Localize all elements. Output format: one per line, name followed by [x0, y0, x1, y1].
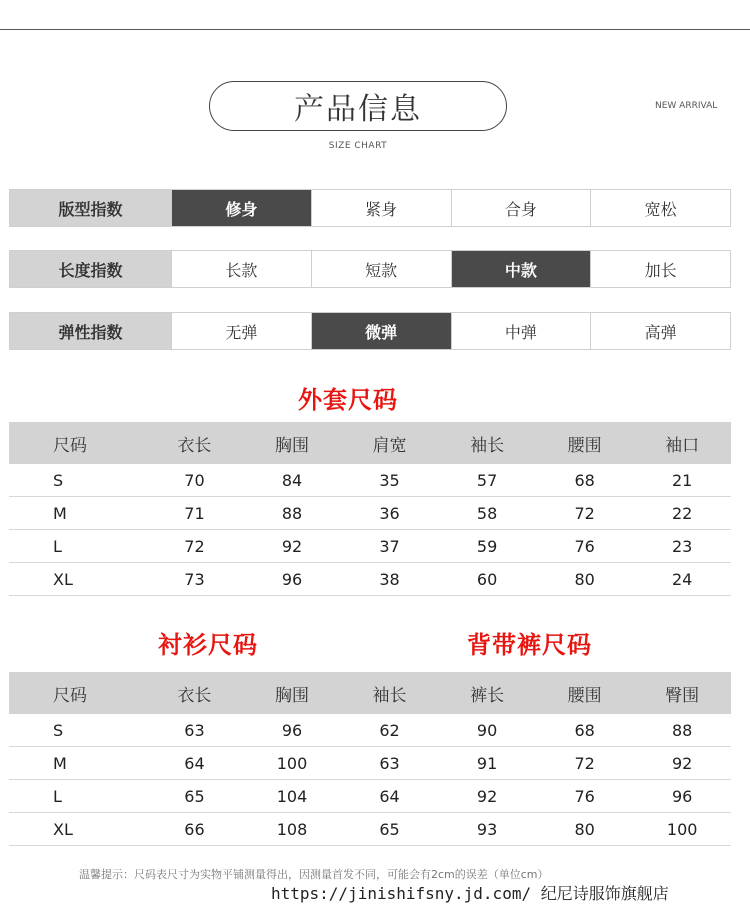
elasticity-option-slight: 微弹	[311, 312, 452, 350]
fit-option-loose: 宽松	[590, 189, 731, 227]
fit-option-slim: 修身	[171, 189, 312, 227]
table-row	[9, 714, 731, 747]
table-cell: 100	[276, 753, 308, 773]
table-row	[9, 464, 731, 497]
table-cell: 88	[672, 720, 693, 740]
table-cell: 108	[276, 819, 308, 839]
table-cell: 92	[476, 786, 498, 806]
table-row	[9, 530, 731, 563]
jacket-size-title: 外套尺码	[298, 386, 398, 414]
length-index-label: 长度指数	[9, 250, 172, 288]
column-header: 袖长	[372, 685, 407, 706]
length-option-short: 短款	[311, 250, 452, 288]
table-cell: 96	[281, 569, 303, 589]
elasticity-option-medium: 中弹	[451, 312, 592, 350]
table-cell: 64	[184, 753, 205, 773]
table-cell: M	[53, 503, 67, 523]
column-header: 尺码	[53, 435, 87, 456]
table-cell: 58	[476, 503, 498, 523]
table-cell: 23	[672, 536, 693, 556]
column-header: 胸围	[274, 685, 309, 706]
table-cell: 35	[379, 470, 400, 490]
table-cell: 66	[184, 819, 205, 839]
page-title: 产品信息	[209, 81, 507, 131]
table-header	[9, 422, 731, 464]
table-cell: 68	[574, 720, 595, 740]
table-cell: 96	[281, 720, 303, 740]
table-cell: 68	[574, 470, 595, 490]
table-header	[9, 672, 731, 714]
table-cell: 76	[574, 786, 595, 806]
table-cell: 92	[672, 753, 693, 773]
length-option-medium: 中款	[451, 250, 592, 288]
table-cell: 72	[574, 503, 595, 523]
top-divider	[0, 29, 750, 30]
table-cell: 63	[379, 753, 400, 773]
column-header: 臀围	[665, 685, 700, 706]
fit-index-row	[9, 189, 731, 227]
column-header: 腰围	[567, 685, 602, 706]
fit-index-label: 版型指数	[9, 189, 172, 227]
column-header: 胸围	[274, 435, 309, 456]
table-cell: 59	[476, 536, 498, 556]
table-cell: 91	[476, 753, 498, 773]
table-cell: 76	[574, 536, 595, 556]
shirt-overalls-size-table	[9, 672, 731, 846]
elasticity-index-label: 弹性指数	[9, 312, 172, 350]
table-cell: 36	[379, 503, 400, 523]
jacket-size-table	[9, 422, 731, 596]
table-cell: 72	[574, 753, 595, 773]
column-header: 裤长	[470, 685, 505, 706]
column-header: 尺码	[53, 685, 87, 706]
table-cell: 57	[476, 470, 498, 490]
fit-option-tight: 紧身	[311, 189, 452, 227]
table-cell: 72	[184, 536, 205, 556]
table-cell: 73	[184, 569, 205, 589]
column-header: 肩宽	[372, 435, 407, 456]
table-cell: 70	[184, 470, 205, 490]
length-option-long: 长款	[171, 250, 312, 288]
table-row	[9, 780, 731, 813]
column-header: 腰围	[567, 435, 602, 456]
new-arrival-label: NEW ARRIVAL	[655, 101, 718, 111]
table-cell: M	[53, 753, 67, 773]
table-cell: 37	[379, 536, 400, 556]
table-cell: S	[53, 720, 64, 740]
table-row	[9, 563, 731, 596]
table-cell: 62	[379, 720, 400, 740]
table-cell: 100	[666, 819, 698, 839]
table-cell: 80	[574, 819, 595, 839]
table-cell: 96	[672, 786, 693, 806]
fit-option-regular: 合身	[451, 189, 592, 227]
size-chart-subtitle: SIZE CHART	[328, 141, 388, 151]
table-cell: 88	[281, 503, 303, 523]
table-cell: 22	[672, 503, 693, 523]
shirt-size-title: 衬衫尺码	[158, 631, 258, 659]
table-cell: 65	[379, 819, 400, 839]
store-watermark: https://jinishifsny.jd.com/ 纪尼诗服饰旗舰店	[271, 884, 669, 903]
table-row	[9, 747, 731, 780]
size-note: 温馨提示：尺码表尺寸为实物平铺测量得出，因测量首发不同，可能会有2cm的误差（单位cm）	[79, 868, 549, 881]
column-header: 袖长	[470, 435, 505, 456]
table-row	[9, 813, 731, 846]
table-cell: 92	[281, 536, 303, 556]
table-cell: XL	[53, 569, 73, 589]
length-index-row	[9, 250, 731, 288]
table-cell: 65	[184, 786, 205, 806]
table-cell: 93	[476, 819, 498, 839]
table-cell: 71	[184, 503, 205, 523]
table-cell: S	[53, 470, 64, 490]
table-cell: 38	[379, 569, 400, 589]
column-header: 衣长	[177, 685, 212, 706]
table-cell: L	[53, 786, 62, 806]
table-cell: 63	[184, 720, 205, 740]
table-cell: 84	[281, 470, 303, 490]
table-cell: 80	[574, 569, 595, 589]
overalls-size-title: 背带裤尺码	[467, 631, 592, 659]
table-cell: 21	[672, 470, 693, 490]
length-option-extra-long: 加长	[590, 250, 731, 288]
table-cell: 104	[276, 786, 308, 806]
table-cell: L	[53, 536, 62, 556]
column-header: 袖口	[665, 435, 700, 456]
table-cell: 60	[476, 569, 498, 589]
table-row	[9, 497, 731, 530]
elasticity-option-none: 无弹	[171, 312, 312, 350]
elasticity-index-row	[9, 312, 731, 350]
table-cell: 24	[672, 569, 693, 589]
table-cell: XL	[53, 819, 73, 839]
table-cell: 64	[379, 786, 400, 806]
table-cell: 90	[476, 720, 498, 740]
column-header: 衣长	[177, 435, 212, 456]
elasticity-option-high: 高弹	[590, 312, 731, 350]
